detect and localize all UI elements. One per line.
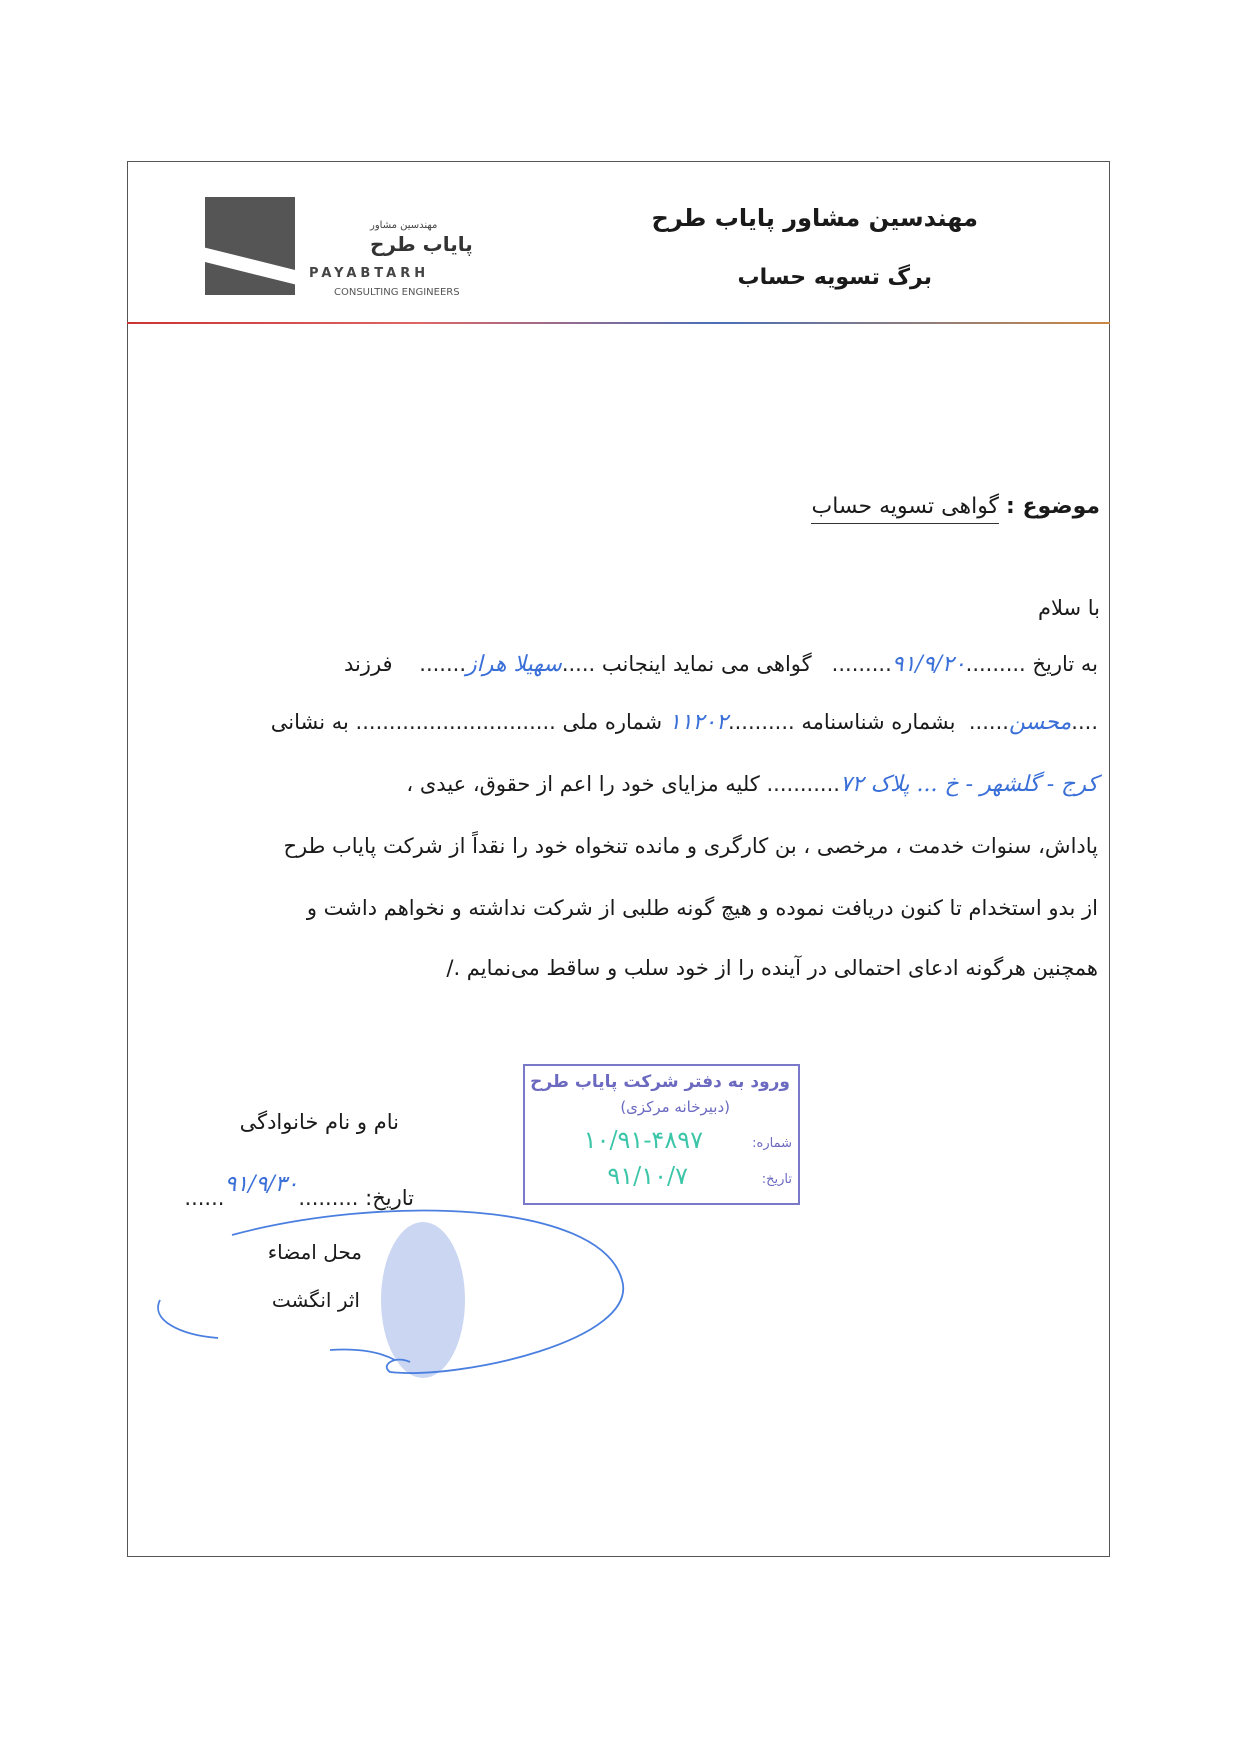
handwritten-address: کرج - گلشهر - خ ... پلاک ۷۲: [839, 772, 1098, 797]
signature-date-label: تاریخ:: [365, 1186, 414, 1210]
logo-english-name: PAYABTARH: [309, 266, 430, 281]
stamp-date-label: تاریخ:: [761, 1172, 792, 1187]
text: بشماره شناسنامه: [801, 710, 956, 734]
stamp-number-value: ۱۰/۹۱-۴۸۹۷: [583, 1126, 703, 1154]
signature-place-label: محل امضاء: [267, 1240, 362, 1264]
subject-label: موضوع :: [1006, 494, 1100, 519]
fingerprint-label: اثر انگشت: [271, 1288, 360, 1312]
handwritten-id-number: ۱۱۲۰۲: [668, 710, 728, 735]
handwritten-father-name: محسن: [1008, 710, 1072, 735]
text: فرزند: [343, 652, 393, 676]
signature-date-value: ۹۱/۹/۳۰: [224, 1172, 299, 1197]
handwritten-date: ۹۱/۹/۲۰: [891, 652, 966, 677]
logo-english-subtitle: CONSULTING ENGINEERS: [334, 287, 460, 298]
logo-small-text: مهندسین مشاور: [370, 220, 438, 231]
company-title: مهندسین مشاور پایاب طرح: [651, 204, 978, 232]
form-title: برگ تسویه حساب: [737, 265, 932, 290]
signature-date-line: تاریخ: .........۹۱/۹/۳۰......: [184, 1172, 414, 1210]
text: به نشانی: [270, 710, 349, 734]
body-line-1: به تاریخ .........۹۱/۹/۲۰......... گواهی می نماید اینجانب .....سهیلا هراز....... فرزند: [343, 652, 1098, 677]
subject-value: گواهی تسویه حساب: [811, 494, 999, 524]
fingerprint-icon: [381, 1222, 465, 1378]
text: شماره ملی: [562, 710, 663, 734]
body-line-2: ....محسن...... بشماره شناسنامه ..........۱۱۲۰۲ شماره ملی .............................. به نشانی: [270, 710, 1098, 735]
body-line-3: کرج - گلشهر - خ ... پلاک ۷۲........... کلیه مزایای خود را اعم از حقوق، عیدی ،: [406, 772, 1098, 797]
name-label: نام و نام خانوادگی: [239, 1110, 399, 1134]
logo-persian-name: پایاب طرح: [370, 232, 473, 256]
body-line-5: از بدو استخدام تا کنون دریافت نموده و هیچ گونه طلبی از شرکت نداشته و نخواهم داشت و: [306, 896, 1098, 920]
text: به تاریخ: [1032, 652, 1098, 676]
body-line-4: پاداش، سنوات خدمت ، مرخصی ، بن کارگری و مانده تنخواه خود را نقداً از شرکت پایاب طرح: [283, 834, 1098, 858]
stamp-line1: ورود به دفتر شرکت پایاب طرح: [530, 1072, 790, 1092]
text: کلیه مزایای خود را اعم از حقوق، عیدی ،: [406, 772, 760, 796]
stamp-number-label: شماره:: [752, 1136, 792, 1151]
body-line-6: همچنین هرگونه ادعای احتمالی در آینده را از خود سلب و ساقط می‌نمایم ./: [446, 956, 1098, 980]
text: گواهی می نماید اینجانب: [601, 652, 812, 676]
stamp-line2: (دبیرخانه مرکزی): [620, 1098, 730, 1116]
stamp-date-value: ۹۱/۱۰/۷: [607, 1162, 688, 1190]
greeting: با سلام: [1037, 596, 1100, 620]
handwritten-name: سهیلا هراز: [466, 652, 562, 677]
